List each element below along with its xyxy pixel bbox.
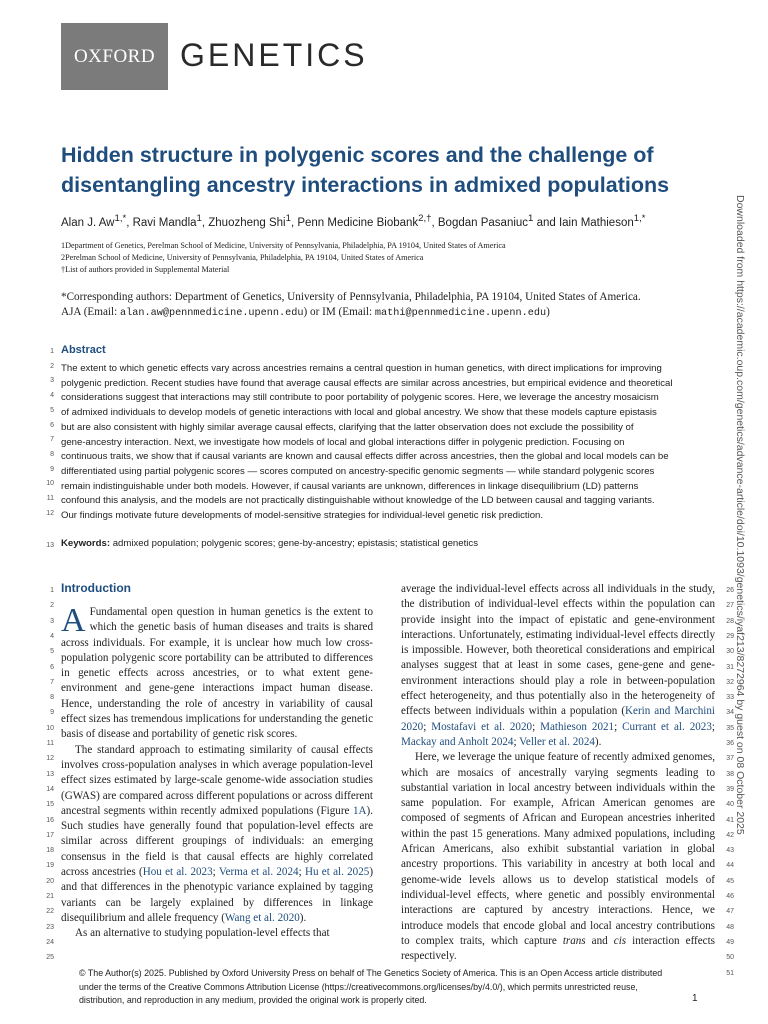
line-number: 15 [46, 801, 54, 809]
line-number: 17 [46, 831, 54, 839]
line-number: 28 [726, 617, 734, 625]
line-number: 46 [726, 893, 734, 900]
line-number: 51 [726, 969, 734, 977]
abstract-line: remain indistinguishable under both models. However, if causal variants are unknown, differences in linkage disequilibrium (LD) patterns [61, 480, 639, 492]
line-number: 4 [50, 632, 54, 640]
line-number: 31 [726, 663, 734, 671]
citation-link[interactable]: Veller et al. 2024 [519, 735, 595, 748]
line-number: 49 [726, 938, 734, 946]
line-number: 14 [46, 785, 54, 793]
line-number: 16 [46, 816, 54, 824]
abstract-line: continuous traits, we show that if causal variants are known and causal effects differ across ancestries, then the global and local models can be [61, 451, 669, 463]
keywords-label: Keywords: [61, 538, 111, 549]
corresponding-authors [61, 290, 721, 321]
line-number: 10 [46, 724, 54, 732]
line-number: 41 [726, 816, 734, 824]
line-number: 1 [50, 348, 54, 355]
line-number: 8 [50, 450, 54, 458]
line-number: 22 [46, 908, 54, 916]
line-number: 13 [46, 542, 54, 549]
line-number: 19 [46, 862, 54, 870]
abstract-heading: Abstract [61, 344, 106, 356]
line-number: 11 [46, 740, 54, 747]
line-number: 40 [726, 801, 734, 809]
affiliations [61, 240, 506, 276]
citation-link[interactable]: Hou et al. 2023 [142, 866, 213, 879]
line-number: 25 [46, 954, 54, 962]
abstract-line: polygenic prediction. Recent studies have found that average causal effects are similar across ancestries, but empirical evidence and theoretical [61, 377, 673, 389]
citation-link[interactable]: Verma et al. 2024 [218, 866, 299, 879]
abstract-text [61, 362, 717, 524]
citation-link[interactable]: Kerin and Marchini 2020 [401, 705, 715, 733]
figure-link[interactable]: 1A [352, 804, 367, 817]
abstract-line: considerations suggest that interactions may still contribute to poor portability of polygenic scores. Here, we leverage the ancestry mosaicism [61, 392, 659, 404]
citation-link[interactable]: Wang et al. 2020 [224, 911, 300, 924]
line-number: 3 [50, 377, 54, 385]
publisher-name: OXFORD [73, 45, 156, 67]
line-number: 7 [50, 678, 54, 686]
intro-paragraph-3-cont: average the individual-level effects across all individuals in the study, the distribution of individual-level effects within the population can provide insight into the impact of epistatic and gene-environment interactions. Unfortunately, estimating individual-level effects directly is impossible. However, both theoretical considerations and empirical analyses suggest that at least in some cases, gene-gene and gene-environment interactions should play a role in between-population effect heterogeneity, and thus potentially also in the heterogeneity of effects between individuals within a population (Kerin and Marchini 2020; Mostafavi et al. 2020; Mathieson 2021; Currant et al. 2023; Mackay and Anholt 2024; Veller et al. 2024). [401, 583, 715, 748]
line-number: 44 [726, 862, 734, 870]
citation-link[interactable]: Mathieson 2021 [540, 720, 615, 733]
keywords-text: admixed population; polygenic scores; gene-by-ancestry; epistasis; statistical genetics [110, 538, 478, 549]
abstract-line: The extent to which genetic effects vary across ancestries remains a central question in human genetics, with direct implications for improving [61, 363, 662, 374]
line-number: 18 [46, 847, 54, 855]
citation-link[interactable]: Mostafavi et al. 2020 [431, 720, 533, 733]
abstract-line: but are also consistent with highly similar average causal effects, clarifying that the latter observation does not exclude the possibility of [61, 421, 634, 433]
line-number: 13 [46, 770, 54, 778]
line-number: 43 [726, 847, 734, 855]
abstract-line: of admixed individuals to develop models of genetic interactions with local and global ancestry. We show that these models capture epistasis [61, 407, 657, 419]
line-number: 24 [46, 938, 54, 946]
intro-paragraph-2: The standard approach to estimating similarity of causal effects involves cross-population analyses in which average population-level effect sizes estimated by large-scale genome-wide association studies (GWAS) are compared across different populations or across different ancestral segments within recently admixed populations (Figure 1A). Such studies have generally found that population-level effects are similar across different groupings of individuals: an emerging consensus in the field is that causal effects are highly correlated across ancestries (Hou et al. 2023; Verma et al. 2024; Hu et al. 2025) and that differences in the phenotypic variance explained by tagging variants can be largely explained by differences in linkage disequilibrium and allele frequency (Wang et al. 2020). [61, 743, 374, 924]
affiliation-3: †List of authors provided in Supplemental Material [61, 265, 230, 274]
introduction-heading: Introduction [61, 581, 131, 595]
line-number: 45 [726, 877, 734, 885]
intro-paragraph-1: A Fundamental open question in human genetics is the extent to which the genetic basis of human diseases and traits is shared across individuals. For example, it is unclear how much low cross-population polygenic score portability can be attributed to differences in genetic effects across ancestries, or to what extent gene-environment and gene-gene interactions impact human disease. Hence, understanding the role of ancestry in variability of causal effect sizes has tremendous implications for understanding the genetic basis of disease and portability of genetic risk scores. [61, 602, 373, 741]
line-number: 4 [50, 392, 54, 400]
line-number: 39 [726, 785, 734, 793]
drop-cap: A [61, 602, 86, 639]
journal-header [0, 0, 768, 97]
line-number: 20 [46, 877, 54, 885]
line-number: 21 [46, 893, 54, 900]
line-number: 30 [726, 648, 734, 656]
line-number: 2 [50, 602, 54, 610]
intro-paragraph-4: Here, we leverage the unique feature of recently admixed genomes, which are mosaics of ancestrally varying segments leading to substantial variation in local ancestry between individuals within the same population. For example, African American genomes are composed of segments of African and European ancestries inherited within the past 15 generations. Many admixed populations, including African Americans, also exhibit substantial variation in global ancestry proportions. This variability in ancestry at both local and genome-wide levels allows us to develop statistical models of individual-level effects, where genetic and possibly environmental interactions are captured by ancestry interactions. Hence, we introduce models that encode global and local ancestry contributions to complex traits, which capture trans and cis interaction effects respectively. [401, 751, 715, 963]
email-link-aw[interactable]: alan.aw@pennmedicine.upenn.edu [120, 308, 304, 319]
line-number: 10 [46, 480, 54, 488]
abstract-line: confound this analysis, and the models are not practically distinguishable without knowledge of the LD between causal and tagging variants. [61, 495, 655, 507]
line-number: 42 [726, 831, 734, 839]
line-number: 5 [50, 406, 54, 414]
corresponding-line-1: *Corresponding authors: Department of Genetics, University of Pennsylvania, Philadelphia, PA 19104, United States of America. [61, 291, 641, 303]
line-number: 1 [50, 587, 54, 594]
line-number: 9 [50, 709, 54, 717]
license-footer: © The Author(s) 2025. Published by Oxford University Press on behalf of The Genetics Society of America. This is an Open Access article distributed under the terms of the Creative Commons Attribution License (https://creativecommons.org/licenses/by/4.0/), which permits unrestricted reuse, distribution, and reproduction in any medium, provided the original work is properly cited. [79, 968, 663, 1005]
right-column [401, 582, 715, 964]
line-number: 11 [46, 495, 54, 502]
abstract-line: Our findings motivate future developments of model-sensitive strategies for individual-level genetic risk prediction. [61, 510, 544, 522]
abstract-line: differentiated using partial polygenic scores — scores computed on ancestry-specific genomic segments — while standard polygenic scores [61, 465, 655, 477]
intro-paragraph-3: As an alternative to studying population-level effects that [75, 927, 330, 940]
line-number: 12 [46, 755, 54, 763]
line-number: 26 [726, 587, 734, 594]
line-number: 8 [50, 694, 54, 702]
line-number: 6 [50, 663, 54, 671]
journal-name[interactable]: GENETICS [180, 37, 368, 73]
author-list: Alan J. $Aw^{1,*}$, Ravi Mandla$^1$, Zhuozheng Shi$^1$, Penn Medicine Biobank$^{2,\dagger}$, Bogdan Pasaniuc$^1$ and Iain Mathieson$^{1,*}$ [61, 213, 646, 229]
line-number: 23 [46, 923, 54, 931]
line-number: 7 [50, 436, 54, 444]
line-number: 37 [726, 755, 734, 763]
line-number: 9 [50, 465, 54, 473]
line-number: 27 [726, 602, 734, 610]
paper-title: Hidden structure in polygenic scores and the challenge of disentangling ancestry interactions in admixed populations [61, 143, 670, 197]
left-column [61, 602, 374, 942]
line-number: 50 [726, 954, 734, 962]
line-number: 5 [50, 648, 54, 656]
abstract-line: gene-ancestry interaction. Next, we investigate how models of local and global interactions differ in polygenic prediction. Focusing on [61, 436, 625, 448]
publisher-logo[interactable] [61, 23, 168, 90]
keywords [61, 538, 478, 549]
line-number: 34 [726, 709, 734, 717]
line-number: 38 [726, 770, 734, 778]
line-number: 33 [726, 694, 734, 702]
citation-link[interactable]: Currant et al. 2023 [622, 720, 712, 733]
line-number: 35 [726, 724, 734, 732]
line-number: 12 [46, 509, 54, 517]
email-link-mathieson[interactable]: mathi@pennmedicine.upenn.edu [374, 308, 547, 319]
affiliation-1: 1Department of Genetics, Perelman School of Medicine, University of Pennsylvania, Philadelphia, PA 19104, United States of America [61, 241, 506, 250]
line-number: 3 [50, 617, 54, 625]
line-number: 2 [50, 362, 54, 370]
line-number: 48 [726, 923, 734, 931]
line-number: 29 [726, 632, 734, 640]
line-number: 36 [726, 740, 734, 747]
corresponding-line-2: AJA (Email: alan.aw@pennmedicine.upenn.edu) or IM (Email: mathi@pennmedicine.upenn.edu) [61, 306, 550, 319]
affiliation-2: 2Perelman School of Medicine, University of Pennsylvania, Philadelphia, PA 19104, United States of America [61, 253, 424, 262]
citation-link[interactable]: Mackay and Anholt 2024 [401, 735, 514, 748]
line-number: 47 [726, 908, 734, 916]
line-number: 32 [726, 678, 734, 686]
page-number: 1 [692, 993, 698, 1004]
citation-link[interactable]: Hu et al. 2025 [304, 866, 370, 879]
line-number: 6 [50, 421, 54, 429]
